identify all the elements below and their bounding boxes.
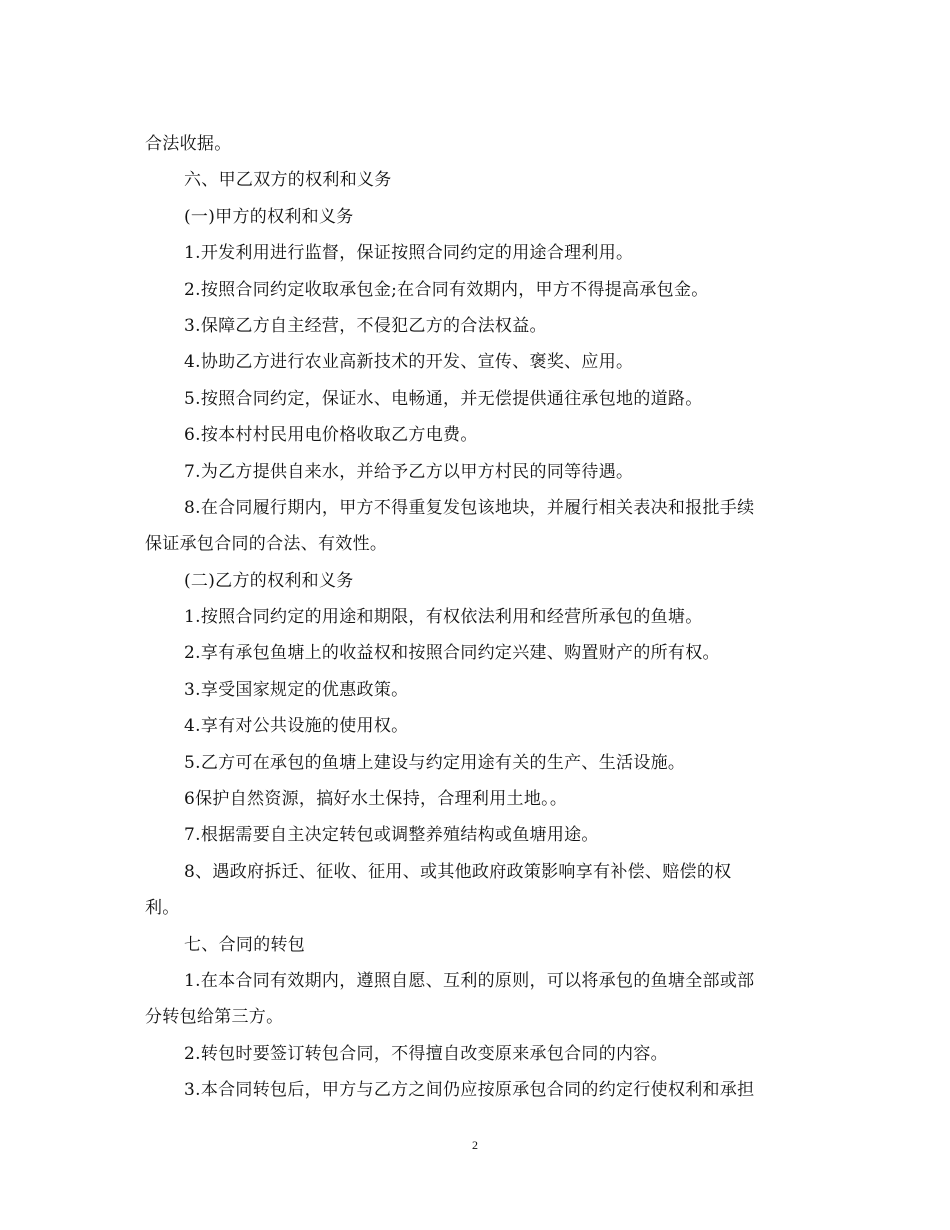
text-line: (一)甲方的权利和义务: [184, 206, 354, 227]
text-line: 保证承包合同的合法、有效性。: [145, 534, 388, 555]
text-line: 六、甲乙双方的权利和义务: [184, 170, 392, 191]
text-line: 3.本合同转包后，甲方与乙方之间仍应按原承包合同的约定行使权利和承担: [184, 1080, 755, 1101]
text-line: 5.乙方可在承包的鱼塘上建设与约定用途有关的生产、生活设施。: [184, 752, 686, 773]
text-line: 2.按照合同约定收取承包金;在合同有效期内，甲方不得提高承包金。: [184, 279, 709, 300]
text-line: 分转包给第三方。: [145, 1007, 284, 1028]
text-line: 3.保障乙方自主经营，不侵犯乙方的合法权益。: [184, 315, 547, 336]
text-line: 2.转包时要签订转包合同，不得擅自改变原来承包合同的内容。: [184, 1043, 668, 1064]
text-line: 6.按本村村民用电价格收取乙方电费。: [184, 425, 478, 446]
text-line: 1.开发利用进行监督，保证按照合同约定的用途合理利用。: [184, 243, 634, 264]
text-line: 8、遇政府拆迁、征收、征用、或其他政府政策影响享有补偿、赔偿的权: [184, 861, 732, 882]
text-line: 2.享有承包鱼塘上的收益权和按照合同约定兴建、购置财产的所有权。: [184, 643, 720, 664]
text-line: 6保护自然资源，搞好水土保持，合理利用土地。。: [184, 789, 568, 810]
text-line: 七、合同的转包: [184, 934, 306, 955]
text-line: (二)乙方的权利和义务: [184, 570, 354, 591]
text-line: 利。: [145, 898, 180, 919]
text-line: 8.在合同履行期内，甲方不得重复发包该地块，并履行相关表决和报批手续: [184, 497, 755, 518]
text-line: 1.按照合同约定的用途和期限，有权依法利用和经营所承包的鱼塘。: [184, 607, 703, 628]
text-line: 3.享受国家规定的优惠政策。: [184, 679, 409, 700]
text-line: 4.协助乙方进行农业高新技术的开发、宣传、褒奖、应用。: [184, 352, 634, 373]
text-line: 合法收据。: [145, 134, 232, 154]
page-number: 2: [472, 1138, 478, 1152]
text-line: 1.在本合同有效期内，遵照自愿、互利的原则，可以将承包的鱼塘全部或部: [184, 970, 755, 991]
text-line: 5.按照合同约定，保证水、电畅通，并无偿提供通往承包地的道路。: [184, 388, 703, 409]
text-line: 7.为乙方提供自来水，并给予乙方以甲方村民的同等待遇。: [184, 461, 634, 482]
text-line: 4.享有对公共设施的使用权。: [184, 716, 409, 737]
text-line: 7.根据需要自主决定转包或调整养殖结构或鱼塘用途。: [184, 825, 599, 846]
document-body: [145, 126, 805, 1109]
